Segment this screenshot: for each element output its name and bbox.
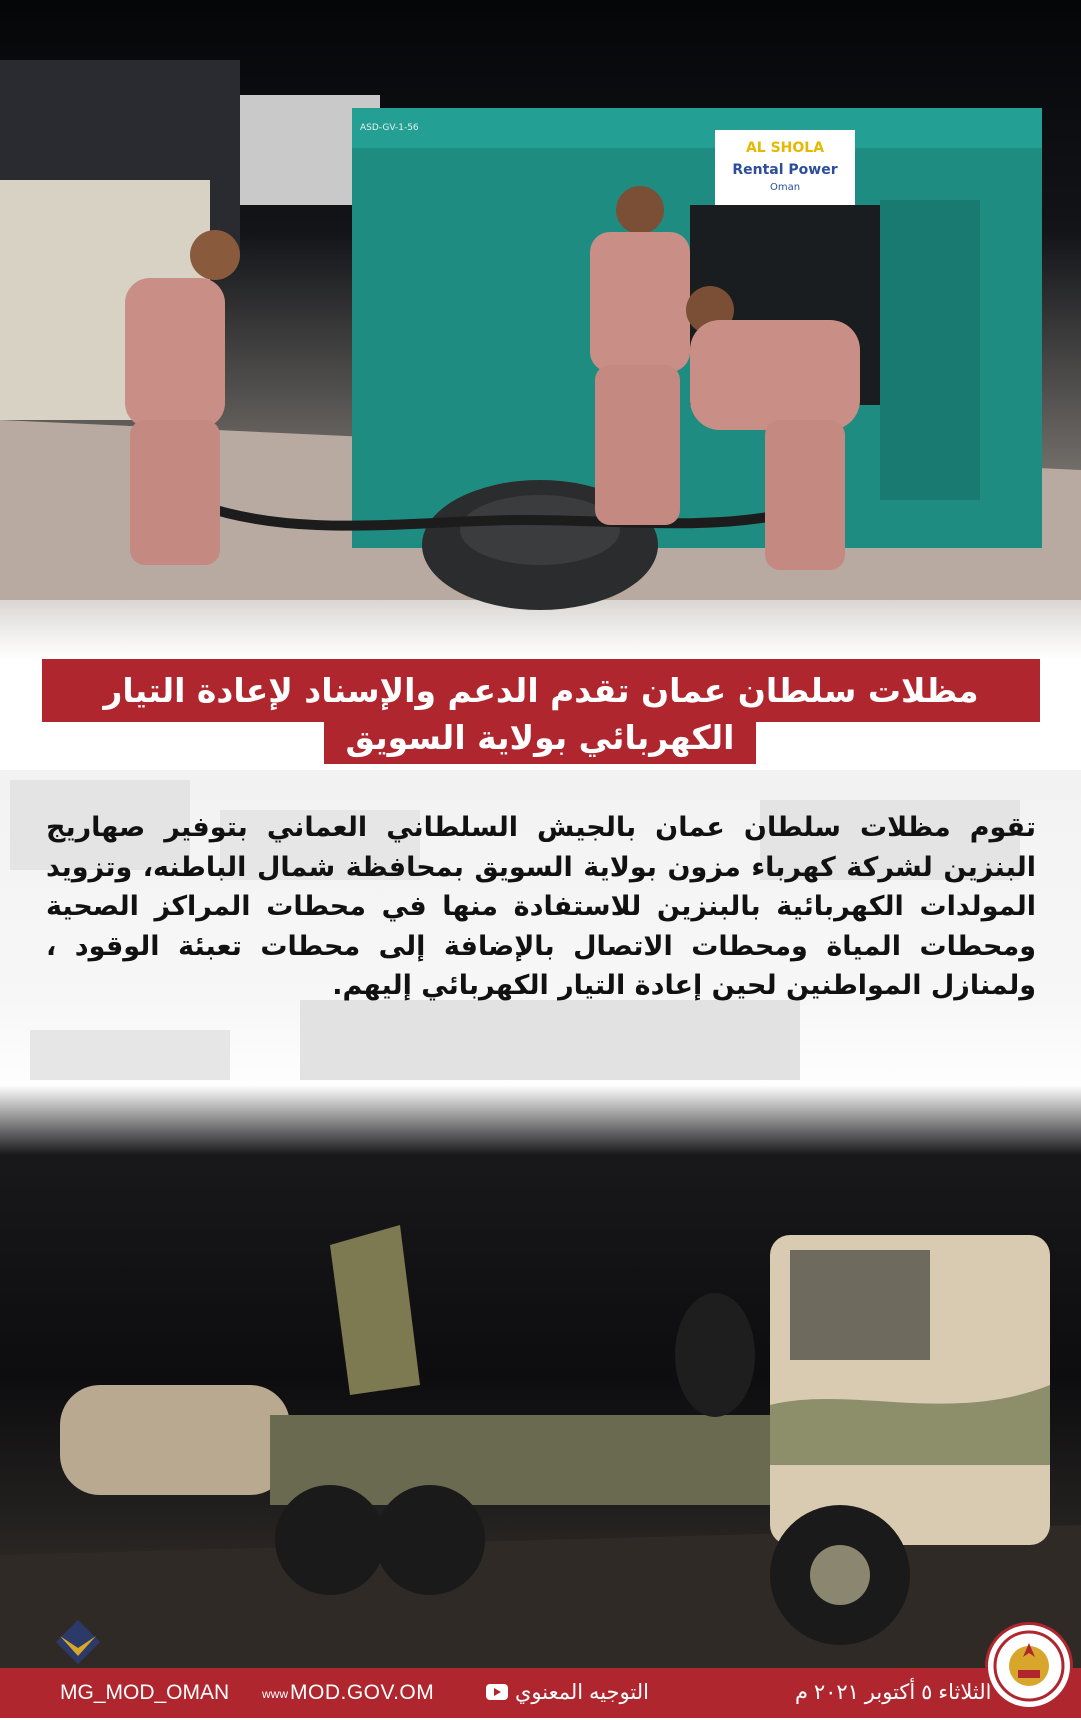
footer-website-link[interactable]: MOD.GOV.OM xyxy=(290,1681,435,1704)
cab-window xyxy=(790,1250,930,1360)
ministry-emblem xyxy=(985,1622,1073,1710)
headline-line-2: الكهربائي بولاية السويق xyxy=(324,712,756,764)
fuel-truck-illustration xyxy=(0,1085,1081,1668)
ground xyxy=(0,1525,1081,1668)
photo-fuel-truck xyxy=(0,1085,1081,1668)
hook-arm xyxy=(330,1225,420,1395)
sign-brand: AL SHOLA xyxy=(745,140,825,156)
sign-sub: Oman xyxy=(769,182,801,193)
generator-door xyxy=(880,200,980,500)
wheel xyxy=(375,1485,485,1595)
generator-code: ASD-GV-1-56 xyxy=(360,123,419,133)
photo-generator-scene xyxy=(0,0,1081,660)
ministry-emblem-icon xyxy=(988,1625,1070,1707)
watermark-logo xyxy=(48,1612,108,1672)
footer-www-prefix: www xyxy=(262,1687,288,1701)
fuel-tank xyxy=(60,1385,290,1495)
wheel xyxy=(275,1485,385,1595)
footer-date: الثلاثاء ٥ أكتوبر ٢٠٢١ م xyxy=(795,1681,992,1704)
footer-channel-name[interactable]: التوجيه المعنوي xyxy=(515,1681,649,1704)
sign-text: Rental Power xyxy=(732,162,838,178)
footer-bar xyxy=(0,1668,1081,1718)
footer-social-handle[interactable]: MG_MOD_OMAN xyxy=(60,1681,230,1704)
article-body: تقوم مظلات سلطان عمان بالجيش السلطاني العماني بتوفير صهاريج البنزين لشركة كهرباء مزون بولاية السويق بمحافظة شمال الباطنه، وتزويد المولدات الكهربائية بالبنزين للاستفادة منها في محطات المراكز الصحية ومحطات المياة ومحطات الاتصال بالإضافة إلى محطات تعبئة الوقود ، ولمنازل المواطنين لحين إعادة التيار الكهربائي إليهم. xyxy=(46,812,1036,1001)
eagle-logo-icon xyxy=(48,1612,108,1672)
generator-scene-illustration xyxy=(0,0,1081,660)
soldier-middle xyxy=(590,186,690,525)
youtube-icon[interactable] xyxy=(486,1684,508,1700)
headline-line-1: مظلات سلطان عمان تقدم الدعم والإسناد لإعادة التيار xyxy=(42,659,1040,722)
spare-tire xyxy=(675,1293,755,1417)
